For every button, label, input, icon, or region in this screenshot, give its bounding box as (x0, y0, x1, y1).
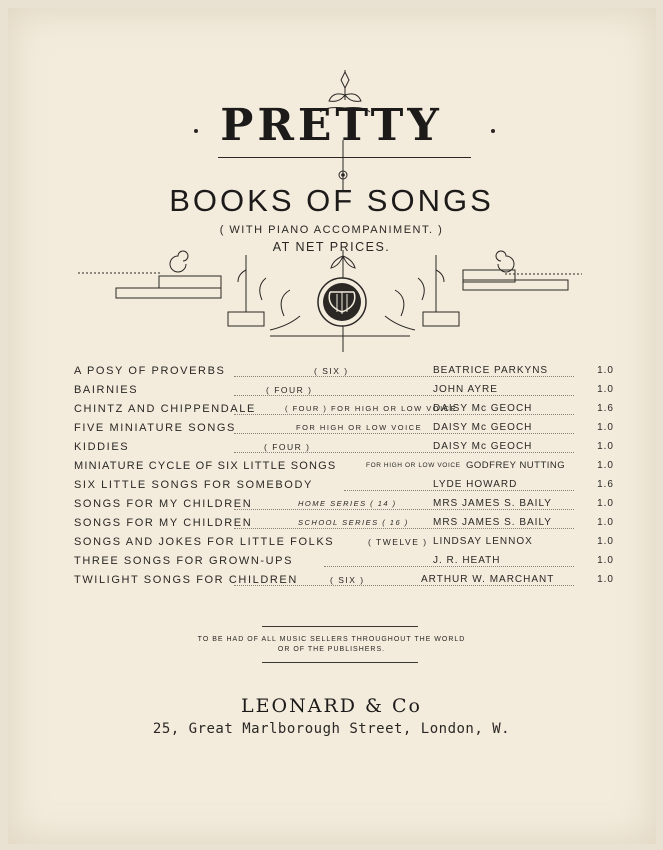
song-price: 1.0 (597, 555, 614, 566)
song-author: ARTHUR W. MARCHANT (421, 574, 555, 585)
song-price: 1.0 (597, 517, 614, 528)
song-price: 1.0 (597, 574, 614, 585)
publisher-address: 25, Great Marlborough Street, London, W. (152, 721, 511, 737)
song-author: MRS JAMES S. BAILY (433, 517, 552, 528)
song-count: FOR HIGH OR LOW VOICE (296, 423, 423, 432)
divider-bottom (262, 662, 418, 663)
song-count: ( FOUR ) (264, 442, 311, 452)
list-item (74, 365, 614, 381)
song-author: MRS JAMES S. BAILY (433, 498, 552, 509)
song-author: J. R. HEATH (433, 555, 501, 566)
list-item (74, 441, 614, 457)
accompaniment-note: ( WITH PIANO ACCOMPANIMENT. ) (219, 224, 444, 236)
song-count: ( SIX ) (314, 366, 349, 376)
song-price: 1.6 (597, 479, 614, 490)
song-count: HOME SERIES ( 14 ) (298, 499, 397, 508)
page-title: PRETTY (220, 100, 443, 151)
song-title: A POSY OF PROVERBS (74, 365, 226, 377)
list-item (74, 574, 614, 590)
song-price: 1.0 (597, 498, 614, 509)
song-price: 1.0 (597, 422, 614, 433)
song-price: 1.0 (597, 460, 614, 471)
song-author: DAISY Mc GEOCH (433, 441, 533, 452)
list-item (74, 517, 614, 533)
song-author: GODFREY NUTTING (466, 460, 566, 471)
list-item (74, 555, 614, 571)
song-title: BAIRNIES (74, 384, 139, 396)
page-subtitle: BOOKS OF SONGS (169, 183, 494, 218)
list-item (74, 479, 614, 495)
song-author: LYDE HOWARD (433, 479, 518, 490)
song-author: BEATRICE PARKYNS (433, 365, 549, 376)
song-price: 1.0 (597, 365, 614, 376)
lyre-medallion-icon (318, 278, 366, 326)
song-title: SONGS FOR MY CHILDREN (74, 498, 253, 510)
song-count: ( FOUR ) (266, 385, 313, 395)
song-count: ( SIX ) (330, 575, 365, 585)
song-title: SONGS FOR MY CHILDREN (74, 517, 253, 529)
song-title: TWILIGHT SONGS FOR CHILDREN (74, 574, 298, 586)
divider-top (262, 626, 418, 627)
list-item (74, 403, 614, 419)
list-item (74, 498, 614, 514)
song-title: THREE SONGS FOR GROWN-UPS (74, 555, 294, 567)
list-item (74, 460, 614, 476)
song-count: ( FOUR ) FOR HIGH OR LOW VOICE (285, 404, 458, 413)
song-author: DAISY Mc GEOCH (433, 403, 533, 414)
song-count: SCHOOL SERIES ( 16 ) (298, 518, 409, 527)
prices-note: AT NET PRICES. (272, 240, 391, 254)
song-title: SIX LITTLE SONGS FOR SOMEBODY (74, 479, 313, 491)
song-title: FIVE MINIATURE SONGS (74, 422, 236, 434)
title-underline (218, 157, 471, 158)
song-count: ( TWELVE ) (368, 537, 428, 547)
distribution-note: TO BE HAD OF ALL MUSIC SELLERS THROUGHOUT THE WORLD (197, 636, 466, 643)
song-title: SONGS AND JOKES FOR LITTLE FOLKS (74, 536, 335, 548)
song-title: CHINTZ AND CHIPPENDALE (74, 403, 256, 415)
song-author: DAISY Mc GEOCH (433, 422, 533, 433)
song-price: 1.0 (597, 441, 614, 452)
song-count: FOR HIGH OR LOW VOICE (366, 462, 461, 469)
song-price: 1.0 (597, 536, 614, 547)
song-title: KIDDIES (74, 441, 130, 453)
song-title: MINIATURE CYCLE OF SIX LITTLE SONGS (74, 460, 337, 472)
list-item (74, 422, 614, 438)
song-price: 1.6 (597, 403, 614, 414)
list-item (74, 384, 614, 400)
song-author: JOHN AYRE (433, 384, 498, 395)
publisher-name: LEONARD & Co (241, 695, 422, 717)
song-price: 1.0 (597, 384, 614, 395)
list-item (74, 536, 614, 552)
song-author: LINDSAY LENNOX (433, 536, 533, 547)
distribution-note-2: OR OF THE PUBLISHERS. (277, 646, 386, 653)
